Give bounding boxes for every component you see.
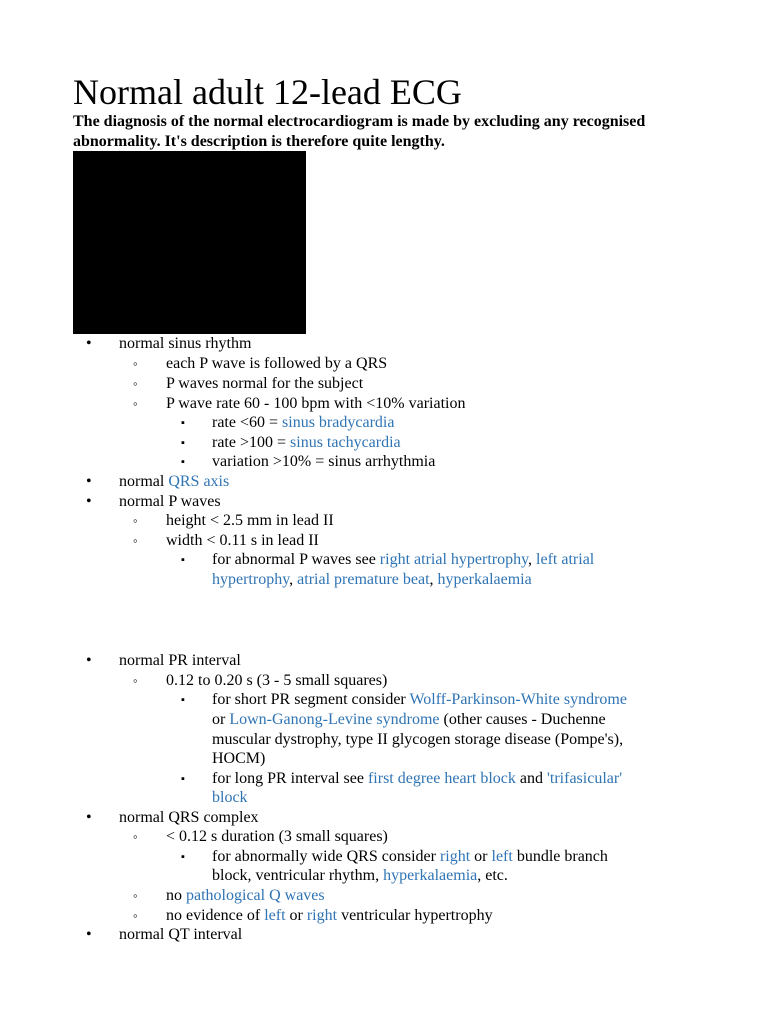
text-run: ,	[289, 571, 298, 588]
text-run: normal P waves	[119, 493, 221, 510]
list-item-level-3	[212, 710, 606, 730]
bullet-marker: •	[86, 652, 92, 669]
bullet-marker: ▪	[181, 851, 185, 863]
text-link[interactable]: block	[212, 789, 248, 806]
bullet-marker: ◦	[133, 376, 138, 391]
list-item-level-3	[212, 452, 435, 472]
text-run: width < 0.11 s in lead II	[166, 532, 319, 549]
text-link[interactable]: right	[439, 848, 471, 865]
text-run: normal QT interval	[119, 926, 243, 943]
list-item-level-2	[166, 531, 319, 551]
list-item-level-1	[119, 492, 221, 512]
bullet-marker: ◦	[133, 829, 138, 844]
text-link[interactable]: first degree heart block	[367, 770, 516, 787]
bullet-marker: ▪	[181, 554, 185, 566]
bullet-marker: ◦	[133, 396, 138, 411]
bullet-marker: ◦	[133, 356, 138, 371]
text-link[interactable]: Wolff-Parkinson-White syndrome	[409, 691, 627, 708]
list-item-level-2	[166, 354, 387, 374]
list-item-level-3	[212, 690, 627, 710]
text-run: ,	[528, 551, 537, 568]
text-run: each P wave is followed by a QRS	[166, 355, 388, 372]
text-run: , etc.	[477, 867, 508, 884]
list-item-level-1	[119, 334, 251, 354]
text-run: normal	[119, 473, 169, 490]
text-run: variation >10% = sinus arrhythmia	[212, 453, 436, 470]
list-item-level-2	[166, 886, 325, 906]
list-item-level-3	[212, 788, 248, 808]
list-item-level-3	[212, 433, 401, 453]
text-run: or	[212, 711, 230, 728]
bullet-marker: ◦	[133, 513, 138, 528]
text-link[interactable]: hypertrophy	[212, 571, 290, 588]
text-run: block, ventricular rhythm,	[212, 867, 384, 884]
text-link[interactable]: hyperkalaemia	[437, 571, 532, 588]
text-run: rate >100 =	[212, 434, 291, 451]
list-item-level-2	[166, 511, 334, 531]
ecg-figure-placeholder	[73, 151, 306, 334]
text-link[interactable]: left atrial	[536, 551, 595, 568]
text-run: normal PR interval	[119, 652, 241, 669]
list-item-level-1	[119, 472, 229, 492]
list-item-level-3	[212, 847, 608, 867]
text-run: ,	[429, 571, 438, 588]
bullet-marker: ◦	[133, 888, 138, 903]
text-run: ventricular hypertrophy	[337, 907, 493, 924]
list-item-level-1	[119, 651, 241, 671]
text-run: for short PR segment consider	[212, 691, 410, 708]
text-link[interactable]: left	[264, 907, 286, 924]
text-link[interactable]: hyperkalaemia	[383, 867, 478, 884]
bullet-marker: •	[86, 926, 92, 943]
text-run: height < 2.5 mm in lead II	[166, 512, 334, 529]
text-run: for abnormally wide QRS consider	[212, 848, 440, 865]
list-item-level-3	[212, 749, 265, 769]
bullet-marker: •	[86, 493, 92, 510]
list-item-level-3	[212, 769, 622, 789]
text-run: muscular dystrophy, type II glycogen storage disease (Pompe's),	[212, 731, 624, 748]
text-run: normal QRS complex	[119, 809, 259, 826]
bullet-marker: ◦	[133, 908, 138, 923]
bullet-marker: ▪	[181, 456, 185, 468]
list-item-level-3	[212, 413, 394, 433]
text-run: bundle branch	[512, 848, 608, 865]
list-item-level-2	[166, 827, 388, 847]
list-item-level-3	[212, 866, 508, 886]
intro-paragraph: The diagnosis of the normal electrocardiogram is made by excluding any recognised abnormality. It's description is therefore quite lengthy.	[73, 113, 646, 150]
text-run: HOCM)	[212, 750, 266, 767]
list-item-level-1	[119, 925, 242, 945]
text-link[interactable]: right	[306, 907, 338, 924]
bullet-marker: ▪	[181, 773, 185, 785]
text-run: (other causes - Duchenne	[439, 711, 606, 728]
list-item-level-1	[119, 808, 259, 828]
bullet-marker: ◦	[133, 673, 138, 688]
text-link[interactable]: right atrial hypertrophy	[379, 551, 529, 568]
text-run: no evidence of	[166, 907, 265, 924]
text-link[interactable]: pathological Q waves	[186, 887, 325, 904]
text-run: for abnormal P waves see	[212, 551, 380, 568]
text-run: < 0.12 s duration (3 small squares)	[166, 828, 388, 845]
text-run: or	[285, 907, 307, 924]
text-link[interactable]: sinus bradycardia	[282, 414, 395, 431]
text-run: 0.12 to 0.20 s (3 - 5 small squares)	[166, 672, 388, 689]
text-run: and	[515, 770, 548, 787]
text-link[interactable]: 'trifasicular'	[547, 770, 623, 787]
bullet-marker: •	[86, 473, 92, 490]
bullet-marker: •	[86, 335, 92, 352]
text-run: normal sinus rhythm	[119, 335, 252, 352]
text-run: P waves normal for the subject	[166, 375, 364, 392]
bullet-marker: ▪	[181, 437, 185, 449]
text-link[interactable]: atrial premature beat	[297, 571, 430, 588]
text-run: rate <60 =	[212, 414, 283, 431]
list-item-level-2	[166, 671, 387, 691]
page-title: Normal adult 12-lead ECG	[73, 72, 462, 112]
list-item-level-2	[166, 374, 363, 394]
list-item-level-3	[212, 570, 532, 590]
list-item-level-3	[212, 730, 623, 750]
text-run: P wave rate 60 - 100 bpm with <10% variation	[166, 395, 466, 412]
bullet-marker: ▪	[181, 417, 185, 429]
list-item-level-3	[212, 550, 594, 570]
bullet-marker: ◦	[133, 533, 138, 548]
text-link[interactable]: QRS axis	[168, 473, 230, 490]
text-link[interactable]: left	[491, 848, 513, 865]
bullet-marker: •	[86, 809, 92, 826]
text-run: no	[166, 887, 186, 904]
bullet-marker: ▪	[181, 694, 185, 706]
text-link[interactable]: sinus tachycardia	[290, 434, 401, 451]
list-item-level-2	[166, 394, 465, 414]
list-item-level-2	[166, 906, 493, 926]
text-link[interactable]: Lown-Ganong-Levine syndrome	[229, 711, 440, 728]
text-run: or	[470, 848, 492, 865]
text-run: for long PR interval see	[212, 770, 368, 787]
